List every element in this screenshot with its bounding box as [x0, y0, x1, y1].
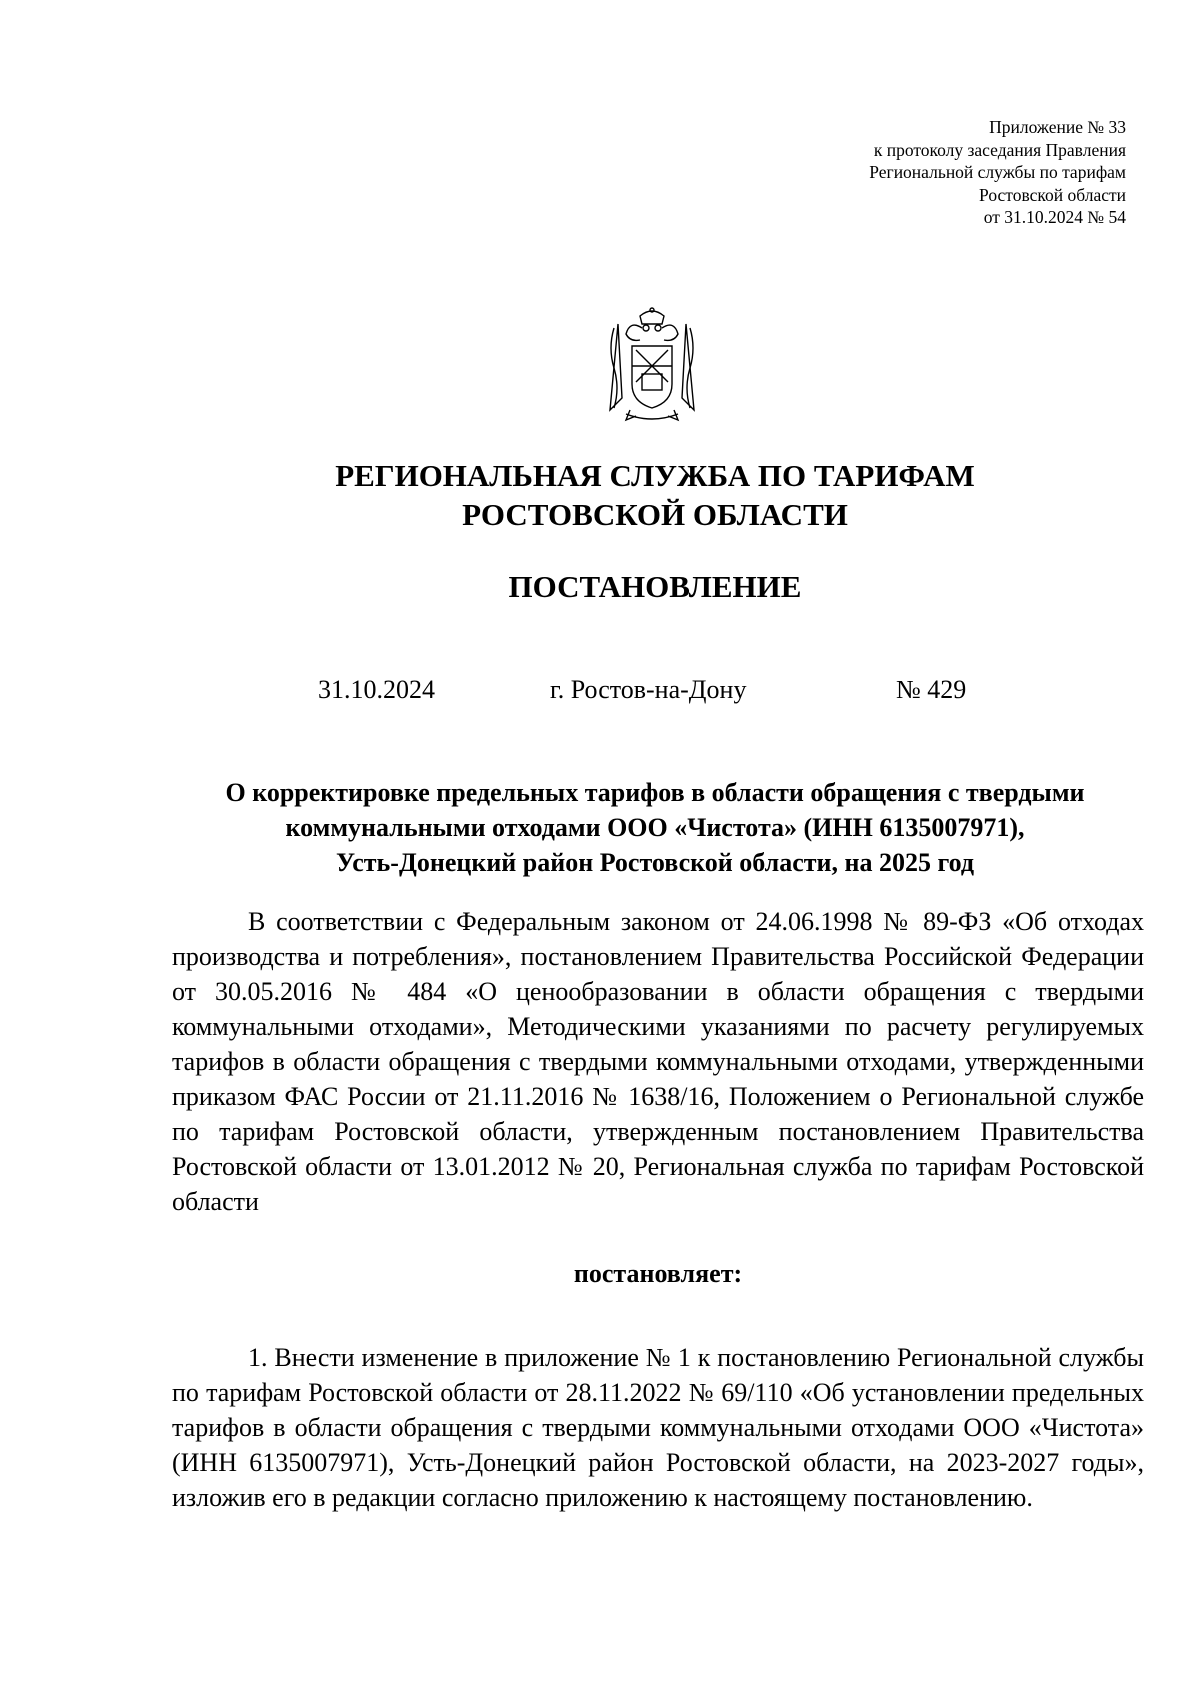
organization-name-line: РЕГИОНАЛЬНАЯ СЛУЖБА ПО ТАРИФАМ	[335, 458, 975, 493]
appendix-line: Приложение № 33	[989, 117, 1126, 137]
appendix-line: Ростовской области	[979, 184, 1126, 205]
organization-name-line: РОСТОВСКОЙ ОБЛАСТИ	[462, 497, 848, 532]
document-subject	[120, 775, 1190, 880]
organization-name	[0, 456, 1200, 534]
document-city: г. Ростов-на-Дону	[550, 675, 747, 704]
appendix-line: от 31.10.2024 № 54	[983, 207, 1126, 227]
preamble-paragraph: В соответствии с Федеральным законом от 24.06.1998 № 89-ФЗ «Об отходах производства и потребления», постановлением Правительства Российской Федерации от 30.05.2016 № 484 «О ценообразовании в области обращения с твердыми коммунальными отходами», Методическими указаниями по расчету регулируемых тарифов в области обращения с твердыми коммунальными отходами, утвержденными приказом ФАС России от 21.11.2016 № 1638/16, Положением о Региональной службе по тарифам Ростовской области, утвержденным постановлением Правительства Ростовской области от 13.01.2012 № 20, Региональная служба по тарифам Ростовской области	[172, 907, 1144, 1216]
appendix-reference	[706, 116, 1126, 229]
decree-word: постановляет:	[573, 1259, 743, 1288]
subject-line: О корректировке предельных тарифов в области обращения с твердыми	[225, 778, 1085, 807]
appendix-line: к протоколу заседания Правления	[873, 139, 1126, 160]
subject-line: Усть-Донецкий район Ростовской области, на 2025 год	[335, 848, 975, 877]
item-1-paragraph: 1. Внести изменение в приложение № 1 к постановлению Региональной службы по тарифам Ростовской области от 28.11.2022 № 69/110 «Об установлении предельных тарифов в области обращения с твердыми коммунальными отходами ООО «Чистота» (ИНН 6135007971), Усть-Донецкий район Ростовской области, на 2023-2027 годы», изложив его в редакции согласно приложению к настоящему постановлению.	[172, 1343, 1144, 1512]
rostov-oblast-coat-of-arms-icon	[600, 306, 704, 426]
document-type-title: ПОСТАНОВЛЕНИЕ	[508, 569, 802, 604]
appendix-line: Региональной службы по тарифам	[869, 162, 1126, 182]
subject-line: коммунальными отходами ООО «Чистота» (ИНН 6135007971),	[285, 813, 1025, 842]
document-date: 31.10.2024	[318, 675, 435, 704]
document-number: № 429	[896, 675, 967, 704]
